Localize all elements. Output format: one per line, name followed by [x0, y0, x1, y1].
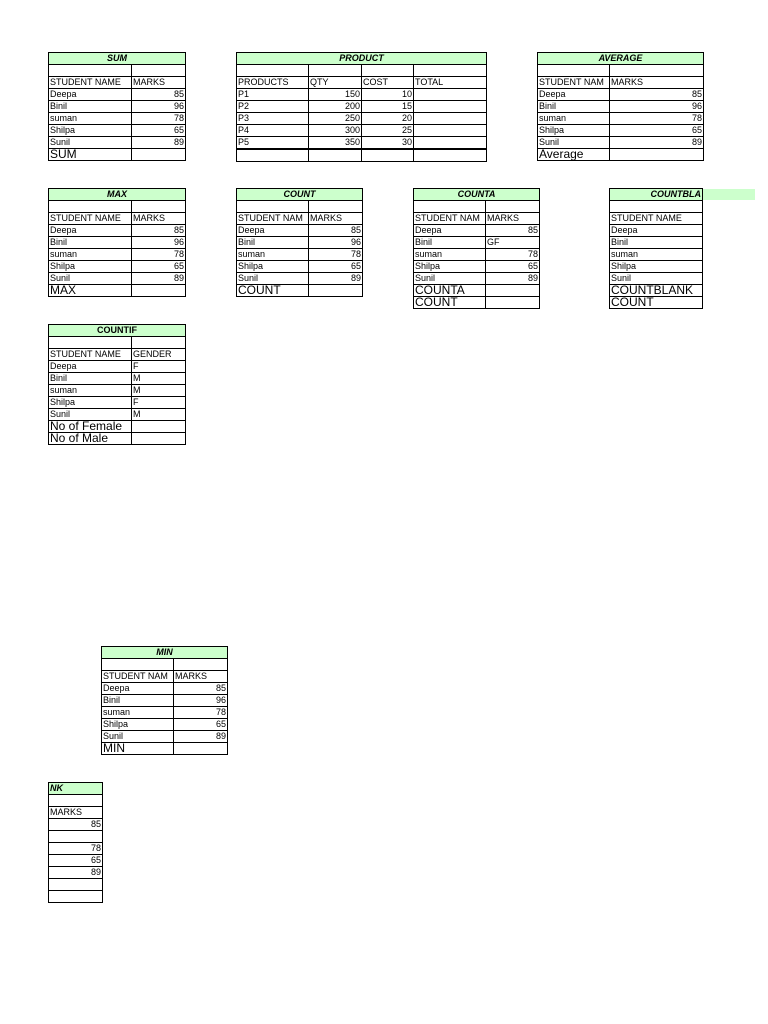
- table-row: P4 300 25: [237, 125, 487, 137]
- average-header-marks[interactable]: MARKS: [610, 77, 704, 89]
- table-row: Shilpa 65: [50, 261, 184, 271]
- sum-header-marks[interactable]: MARKS: [132, 77, 186, 89]
- sum-result-cell[interactable]: [132, 149, 186, 161]
- counta-result-cell[interactable]: [486, 285, 540, 297]
- countif-table: [48, 324, 186, 445]
- table-row: suman 78: [103, 707, 226, 717]
- counta-footer-label[interactable]: COUNTA: [414, 285, 486, 297]
- table-row: 65: [49, 855, 103, 867]
- table-row: Binil 96: [103, 695, 226, 705]
- average-table: [537, 52, 704, 161]
- max-table: [48, 188, 186, 297]
- average-header-name[interactable]: STUDENT NAM: [538, 77, 610, 89]
- counta-header-marks[interactable]: MARKS: [486, 213, 540, 225]
- table-row: Shilpa: [610, 261, 703, 273]
- table-row: Deepa 85: [103, 683, 226, 693]
- table-row: Sunil 89: [539, 137, 702, 147]
- countblank-table: [609, 188, 703, 309]
- table-row: Sunil 89: [415, 273, 539, 283]
- table-row: Deepa: [610, 225, 703, 237]
- countblank-overflow-table: [48, 782, 103, 903]
- table-row: Binil 96: [50, 101, 184, 111]
- table-row: Deepa 85: [415, 225, 539, 235]
- table-row: Deepa F: [49, 361, 186, 373]
- countblank-count-cell[interactable]: [49, 891, 103, 903]
- table-row: Binil: [610, 237, 703, 249]
- table-row: Binil 96: [539, 101, 702, 111]
- countblank-footer-label[interactable]: COUNTBLANK: [610, 285, 703, 297]
- counta-count-cell[interactable]: [486, 297, 540, 309]
- table-row: suman M: [49, 385, 186, 397]
- countblank-header-marks[interactable]: MARKS: [49, 807, 103, 819]
- product-header-products[interactable]: PRODUCTS: [237, 77, 309, 89]
- table-row: Deepa 85: [50, 225, 184, 235]
- countblank-overflow-title: NK: [49, 783, 103, 795]
- table-row: Shilpa 65: [539, 125, 702, 135]
- countblank-header-name[interactable]: STUDENT NAME: [610, 213, 703, 225]
- counta-header-name[interactable]: STUDENT NAM: [414, 213, 486, 225]
- table-row: suman 78: [415, 249, 539, 259]
- table-row: suman 78: [539, 113, 702, 123]
- count-header-name[interactable]: STUDENT NAM: [237, 213, 309, 225]
- table-row: Binil M: [49, 373, 186, 385]
- table-row: Binil GF: [414, 237, 540, 249]
- table-row: Sunil 89: [50, 137, 184, 147]
- countif-header-name[interactable]: STUDENT NAME: [49, 349, 132, 361]
- min-table: [101, 646, 228, 755]
- count-result-cell[interactable]: [309, 285, 363, 297]
- sum-table: [48, 52, 186, 161]
- max-result-cell[interactable]: [132, 285, 186, 297]
- min-header-marks[interactable]: MARKS: [174, 671, 228, 683]
- table-row: [49, 831, 103, 843]
- max-title: MAX: [49, 189, 186, 201]
- count-table: [236, 188, 363, 297]
- table-row: Sunil M: [49, 409, 186, 421]
- countif-female-label[interactable]: No of Female: [49, 421, 132, 433]
- counta-table: [413, 188, 540, 309]
- table-row: suman 78: [238, 249, 361, 259]
- max-header-name[interactable]: STUDENT NAME: [49, 213, 132, 225]
- countif-male-cell[interactable]: [132, 433, 186, 445]
- table-row: Shilpa F: [49, 397, 186, 409]
- product-header-total[interactable]: TOTAL: [414, 77, 487, 89]
- counta-count-label[interactable]: COUNT: [414, 297, 486, 309]
- table-row: Shilpa 65: [50, 125, 184, 135]
- max-header-marks[interactable]: MARKS: [132, 213, 186, 225]
- sum-footer-label[interactable]: SUM: [49, 149, 132, 161]
- table-row: 89: [49, 867, 103, 879]
- countif-female-cell[interactable]: [132, 421, 186, 433]
- table-row: 85: [49, 819, 103, 831]
- product-title: PRODUCT: [237, 53, 487, 65]
- table-row: Shilpa 65: [415, 261, 539, 271]
- table-row: Shilpa 65: [103, 719, 226, 729]
- countblank-result-cell[interactable]: [49, 879, 103, 891]
- product-table: [236, 52, 487, 162]
- countif-header-gender[interactable]: GENDER: [132, 349, 186, 361]
- table-row: Deepa 85: [238, 225, 361, 235]
- table-row: Binil 96: [50, 237, 184, 247]
- table-row: Sunil: [610, 273, 703, 285]
- countif-male-label[interactable]: No of Male: [49, 433, 132, 445]
- table-row: P5 350 30: [237, 137, 487, 150]
- max-footer-label[interactable]: MAX: [49, 285, 132, 297]
- table-row: Shilpa 65: [238, 261, 361, 271]
- min-footer-label[interactable]: MIN: [102, 743, 174, 755]
- table-row: P2 200 15: [237, 101, 487, 113]
- table-row: P1 150 10: [237, 89, 487, 101]
- min-header-name[interactable]: STUDENT NAM: [102, 671, 174, 683]
- product-header-cost[interactable]: COST: [362, 77, 414, 89]
- countblank-title: COUNTBLA: [610, 189, 703, 201]
- table-row: suman: [610, 249, 703, 261]
- table-row: Deepa 85: [50, 89, 184, 99]
- average-title: AVERAGE: [538, 53, 704, 65]
- table-row: Binil 96: [238, 237, 361, 247]
- countblank-title-overflow-fill: [702, 189, 755, 200]
- counta-title: COUNTA: [414, 189, 540, 201]
- table-row: P3 250 20: [237, 113, 487, 125]
- table-row: Sunil 89: [103, 731, 226, 741]
- table-row: Deepa 85: [539, 89, 702, 99]
- count-header-marks[interactable]: MARKS: [309, 213, 363, 225]
- average-footer-label[interactable]: Average: [538, 149, 610, 161]
- table-row: suman 78: [50, 249, 184, 259]
- table-row: Sunil 89: [50, 273, 184, 283]
- product-header-qty[interactable]: QTY: [309, 77, 362, 89]
- sum-title: SUM: [49, 53, 186, 65]
- count-footer-label[interactable]: COUNT: [237, 285, 309, 297]
- countblank-count-label[interactable]: COUNT: [610, 297, 703, 309]
- average-result-cell[interactable]: [610, 149, 704, 161]
- min-result-cell[interactable]: [174, 743, 228, 755]
- table-row: suman 78: [50, 113, 184, 123]
- min-title: MIN: [102, 647, 228, 659]
- count-title: COUNT: [237, 189, 363, 201]
- sum-header-name[interactable]: STUDENT NAME: [49, 77, 132, 89]
- countif-title: COUNTIF: [49, 325, 186, 337]
- table-row: Sunil 89: [238, 273, 361, 283]
- table-row: 78: [49, 843, 103, 855]
